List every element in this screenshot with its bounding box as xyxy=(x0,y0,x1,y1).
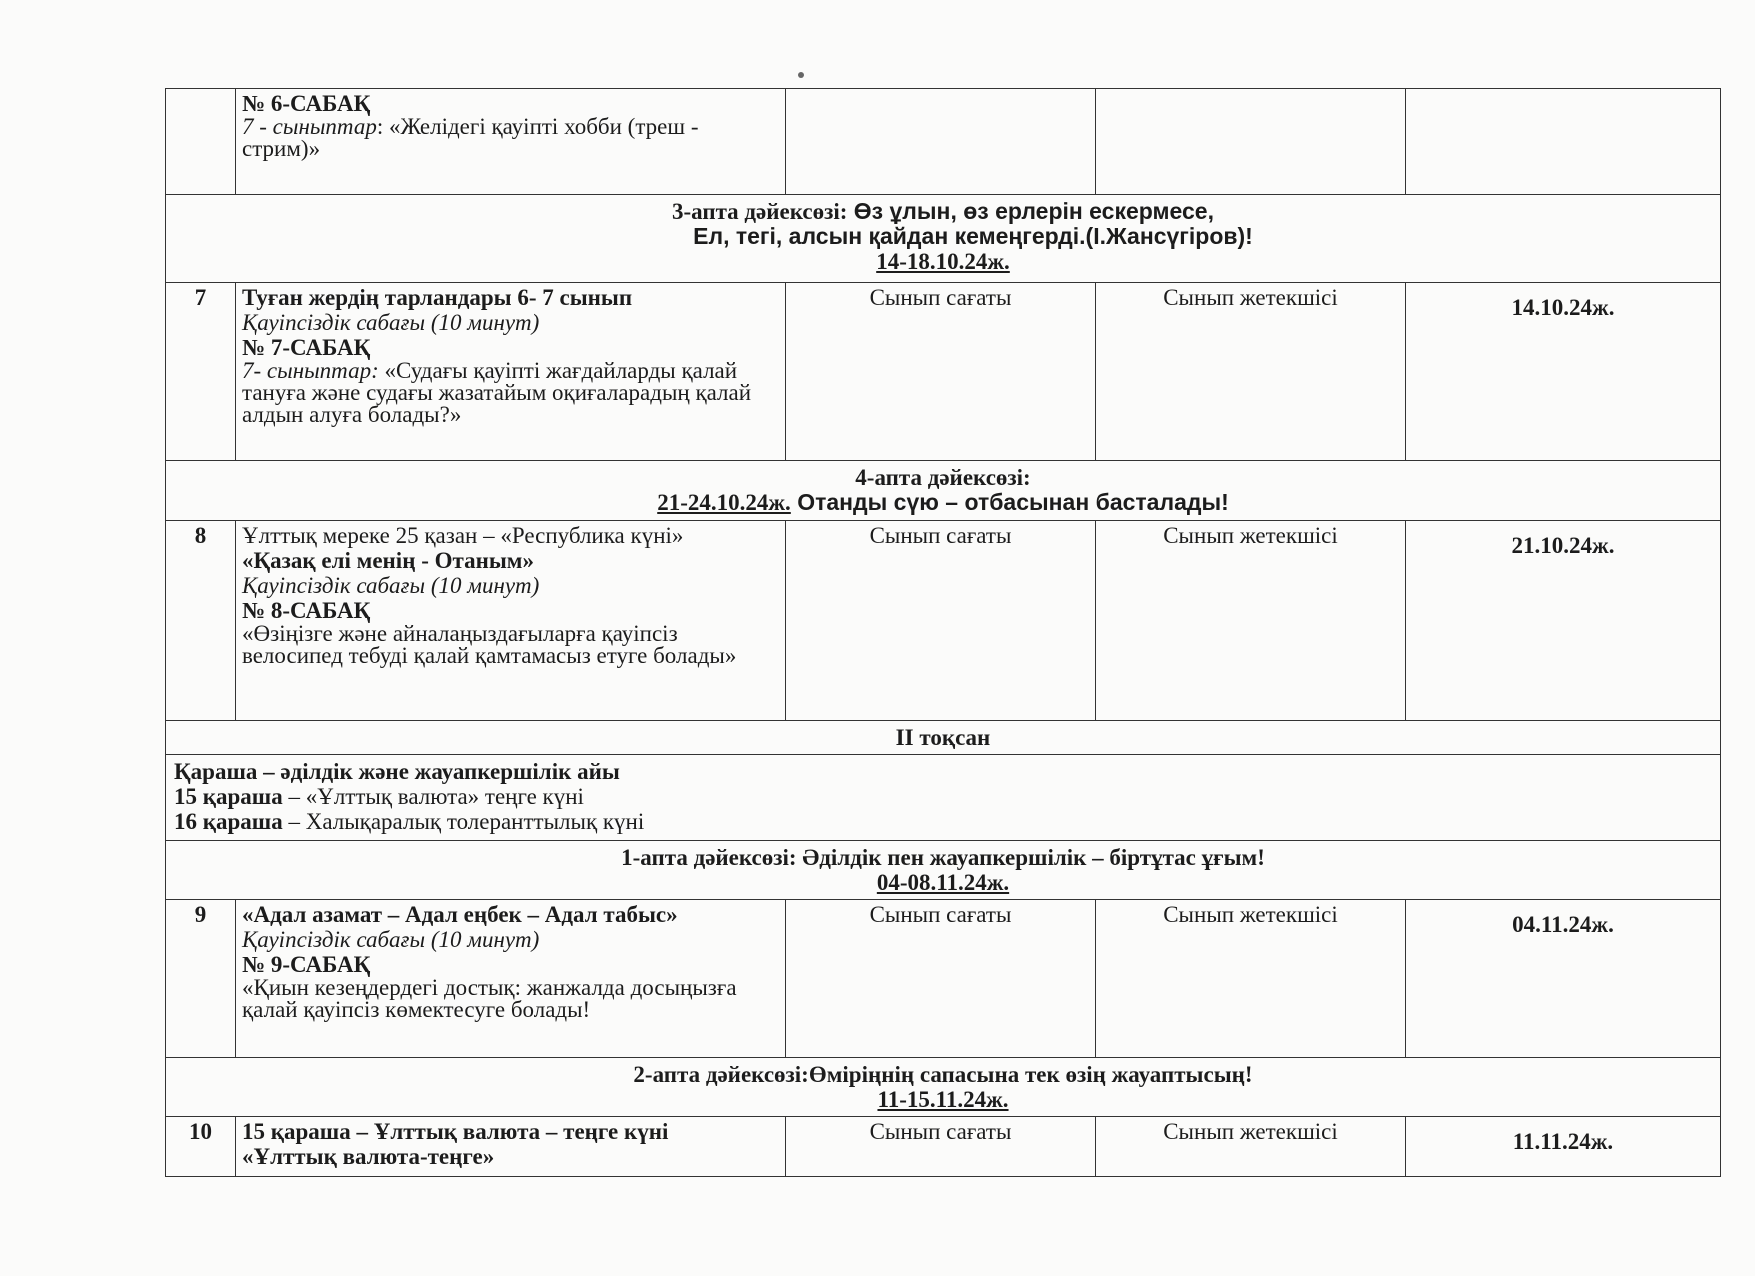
lesson-topic: «Қиын кезеңдердегі достық: жанжалда досыңызға қалай қауіпсіз көмектесуге болады! xyxy=(242,975,737,1022)
month-date-1: 15 қараша xyxy=(174,784,283,809)
month-event-1: – «Ұлттық валюта» теңге күні xyxy=(282,784,584,809)
row-number: 7 xyxy=(166,283,236,461)
row-number: 8 xyxy=(166,521,236,721)
week-header-3 xyxy=(166,195,1721,283)
lesson-topic: : «Желідегі қауіпті хобби (треш - стрим)» xyxy=(242,114,699,161)
month-date-2: 16 қараша xyxy=(174,809,283,834)
event-date: 04.11.24ж. xyxy=(1406,900,1721,1058)
week-header-4 xyxy=(166,461,1721,521)
event-form: Сынып сағаты xyxy=(786,283,1096,461)
scan-dot xyxy=(798,72,804,78)
quarter-title: ІІ тоқсан xyxy=(166,721,1721,755)
week-quote: 2-апта дәйексөзі:Өміріңнің сапасына тек өзің жауаптысың! xyxy=(633,1062,1253,1087)
row-number: 9 xyxy=(166,900,236,1058)
lesson-classes: 7- сыныптар: xyxy=(242,358,379,383)
month-event-2: – Халықаралық толеранттылық күні xyxy=(282,809,645,834)
week-quote-prefix: 3-апта дәйексөзі: xyxy=(671,199,848,224)
table-row-6 xyxy=(166,89,1721,195)
table-row-8 xyxy=(166,521,1721,721)
table-row-7 xyxy=(166,283,1721,461)
lesson-number: № 7-САБАҚ xyxy=(242,335,371,360)
week-dates: 21-24.10.24ж. xyxy=(657,490,791,515)
row-number: 10 xyxy=(166,1117,236,1177)
event-cell xyxy=(236,283,786,461)
table-row-9 xyxy=(166,900,1721,1058)
month-title: Қараша – әділдік және жауапкершілік айы xyxy=(174,759,620,784)
month-header xyxy=(166,755,1721,841)
date-cell xyxy=(1406,89,1721,195)
week-header-2 xyxy=(166,1058,1721,1117)
event-cell xyxy=(236,900,786,1058)
quarter-header xyxy=(166,721,1721,755)
event-title: Туған жердің тарландары 6- 7 сынып xyxy=(242,285,633,310)
week-quote: Отанды сүю – отбасынан басталады! xyxy=(790,489,1229,515)
event-responsible: Сынып жетекшісі xyxy=(1096,900,1406,1058)
event-title: 15 қараша – Ұлттық валюта – теңге күні xyxy=(242,1119,669,1144)
responsible-cell xyxy=(1096,89,1406,195)
week-quote-line2: Ел, тегі, алсын қайдан кемеңгерді.(І.Жансүгіров)! xyxy=(693,223,1253,249)
week-dates: 14-18.10.24ж. xyxy=(876,249,1010,274)
event-title: «Адал азамат – Адал еңбек – Адал табыс» xyxy=(242,902,678,927)
lesson-topic: «Судағы қауіпті жағдайларды қалай тануға және судағы жазатайым оқиғаларадың қалай алдын алуға болады?» xyxy=(242,358,752,427)
safety-lesson: Қауіпсіздік сабағы (10 минут) xyxy=(242,927,540,952)
form-cell xyxy=(786,89,1096,195)
event-subtitle: «Ұлттық валюта-теңге» xyxy=(242,1144,495,1169)
event-date: 14.10.24ж. xyxy=(1406,283,1721,461)
holiday-line: Ұлттық мереке 25 қазан – «Республика күні» xyxy=(242,523,684,548)
event-responsible: Сынып жетекшісі xyxy=(1096,1117,1406,1177)
lesson-classes: 7 - сыныптар xyxy=(242,114,377,139)
event-date: 11.11.24ж. xyxy=(1406,1117,1721,1177)
event-cell xyxy=(236,521,786,721)
week-dates: 04-08.11.24ж. xyxy=(876,870,1010,895)
lesson-number: № 9-САБАҚ xyxy=(242,952,371,977)
week-dates: 11-15.11.24ж. xyxy=(877,1087,1009,1112)
event-date: 21.10.24ж. xyxy=(1406,521,1721,721)
week-header-1 xyxy=(166,841,1721,900)
week-quote: 1-апта дәйексөзі: Әділдік пен жауапкершілік – біртұтас ұғым! xyxy=(621,845,1265,870)
row-number-cell xyxy=(166,89,236,195)
event-responsible: Сынып жетекшісі xyxy=(1096,521,1406,721)
lesson-number: № 8-САБАҚ xyxy=(242,598,371,623)
week-quote-line1: Өз ұлын, өз ерлерін ескермесе, xyxy=(847,198,1214,224)
event-form: Сынып сағаты xyxy=(786,521,1096,721)
event-title: «Қазақ елі менің - Отаным» xyxy=(242,548,534,573)
plan-table xyxy=(165,88,1721,1177)
safety-lesson: Қауіпсіздік сабағы (10 минут) xyxy=(242,573,540,598)
event-responsible: Сынып жетекшісі xyxy=(1096,283,1406,461)
event-form: Сынып сағаты xyxy=(786,1117,1096,1177)
lesson-number: № 6-САБАҚ xyxy=(242,91,371,116)
event-form: Сынып сағаты xyxy=(786,900,1096,1058)
week-quote-prefix: 4-апта дәйексөзі: xyxy=(855,465,1031,490)
event-cell xyxy=(236,1117,786,1177)
event-cell xyxy=(236,89,786,195)
table-row-10 xyxy=(166,1117,1721,1177)
safety-lesson: Қауіпсіздік сабағы (10 минут) xyxy=(242,310,540,335)
lesson-topic: «Өзіңізге және айналаңыздағыларға қауіпсіз велосипед тебуді қалай қамтамасыз етуге болады» xyxy=(242,621,737,668)
